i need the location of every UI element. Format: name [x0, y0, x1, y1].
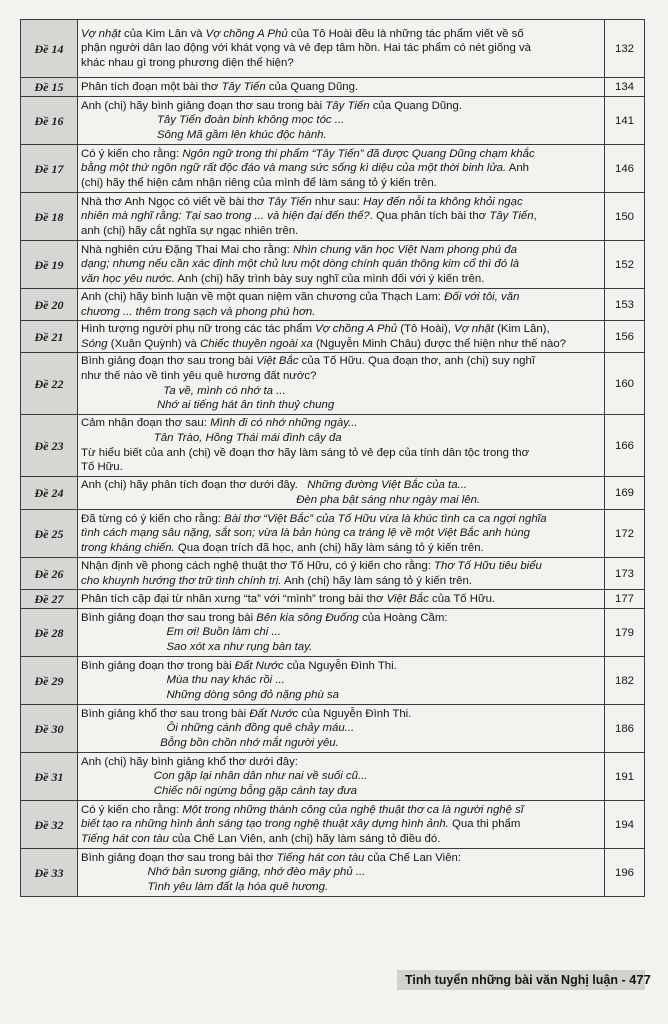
page-ref: 182: [605, 657, 645, 705]
prompt-text: . Qua phân tích bài thơ: [369, 210, 490, 223]
prompt-line: [81, 272, 601, 287]
prompt-text-italic: biết tạo ra những hình ảnh sáng tạo trong nghệ thuật xây dựng hình ảnh.: [81, 818, 449, 831]
page-ref: 169: [605, 477, 645, 510]
exercise-label: Đề 29: [34, 673, 64, 688]
toc-row: [21, 289, 645, 321]
toc-row: [21, 415, 645, 477]
prompt-text: Bình giảng đoạn thơ trong bài: [81, 659, 235, 672]
page-ref: 179: [605, 609, 645, 657]
prompt-text: Phân tích cặp đại từ nhân xưng “ta” với “mình” trong bài thơ: [81, 592, 387, 605]
prompt-text: (Xuân Quỳnh) và: [107, 337, 201, 350]
prompt-text-italic: nhiên mà nghĩ rằng: Tại sao trong ... và hiện đại đến thế?: [81, 210, 370, 223]
prompt-text: Anh: [506, 162, 529, 175]
toc-row: [21, 753, 645, 801]
exercise-label-cell: [21, 753, 78, 801]
prompt-text: Bình giảng khổ thơ sau trong bài: [81, 707, 250, 720]
prompt-text: như thế nào về tình yêu quê hương đất nước?: [81, 369, 317, 382]
exercise-prompt: [78, 801, 605, 849]
prompt-line: [81, 611, 601, 626]
exercise-label-cell: [21, 78, 78, 97]
toc-row: [21, 477, 645, 510]
prompt-text: (chị) hãy thể hiện cảm nhận riêng của mình để làm sáng tỏ ý kiến trên.: [81, 176, 437, 189]
prompt-text: Anh (chị) hãy phân tích đoạn thơ dưới đây.: [81, 479, 308, 492]
prompt-text-italic: Nhìn chung văn học Việt Nam phong phú đa: [292, 243, 517, 256]
toc-row: [21, 241, 645, 289]
exercise-prompt: [78, 477, 605, 510]
exercise-prompt: [78, 78, 605, 97]
prompt-text-italic: Tân Trào, Hồng Thái mái đình cây đa: [81, 431, 342, 444]
prompt-text-italic: Con gặp lại nhân dân như nai về suối cũ...: [81, 770, 368, 783]
prompt-text: (Tô Hoài),: [397, 322, 455, 335]
prompt-line: [81, 784, 601, 799]
toc-row: [21, 510, 645, 558]
prompt-text: như sau:: [311, 195, 364, 208]
exercise-prompt: [78, 193, 605, 241]
exercise-label-cell: [21, 353, 78, 415]
prompt-text-italic: Tây Tiến đoàn binh không mọc tóc ...: [81, 114, 345, 127]
prompt-line: [81, 460, 601, 475]
page-ref: 132: [605, 20, 645, 78]
prompt-line: [81, 176, 601, 191]
prompt-line: [81, 659, 601, 674]
prompt-line: [81, 161, 601, 176]
prompt-text-italic: Sóng: [81, 337, 108, 350]
prompt-text: Cảm nhận đoạn thơ sau:: [81, 417, 211, 430]
exercise-label: Đề 18: [34, 209, 64, 224]
prompt-text-italic: cho khuynh hướng thơ trữ tình chính trị.: [81, 574, 282, 587]
prompt-line: [81, 113, 601, 128]
exercise-label-cell: [21, 20, 78, 78]
prompt-text: của Quang Dũng.: [265, 80, 359, 93]
prompt-text: Bình giảng đoạn thơ sau trong bài: [81, 355, 257, 368]
prompt-text-italic: Nhớ bản sương giăng, nhớ đèo mây phủ ...: [81, 866, 366, 879]
toc-row: [21, 558, 645, 590]
prompt-text-italic: Em ơi! Buồn làm chi ...: [81, 626, 281, 639]
prompt-text-italic: Tiếng hát con tàu: [81, 832, 169, 845]
page-ref: 191: [605, 753, 645, 801]
prompt-text-italic: Chiếc thuyền ngoài xa: [200, 337, 313, 350]
toc-row: [21, 353, 645, 415]
prompt-text-italic: Nhớ ai tiếng hát ân tình thuỷ chung: [81, 399, 335, 412]
page-ref: 194: [605, 801, 645, 849]
prompt-line: [81, 592, 601, 607]
prompt-text-italic: Chiếc nôi ngừng bỗng gặp cánh tay đưa: [81, 784, 357, 797]
prompt-line: [81, 337, 601, 352]
exercise-label: Đề 33: [34, 865, 64, 880]
prompt-line: [81, 574, 601, 589]
prompt-text: Anh (chị) hãy bình luận về một quan niệm văn chương của Thạch Lam:: [81, 290, 445, 303]
exercise-label-cell: [21, 510, 78, 558]
exercise-label: Đề 27: [34, 592, 64, 606]
prompt-line: [81, 128, 601, 143]
prompt-text-italic: Bên kia sông Đuống: [256, 611, 359, 624]
toc-row: [21, 609, 645, 657]
prompt-line: [81, 99, 601, 114]
prompt-text: Qua thi phẩm: [448, 818, 521, 831]
prompt-text: của Hoàng Cầm:: [358, 611, 448, 624]
prompt-line: [81, 865, 601, 880]
prompt-text: của Tố Hữu. Qua đoạn thơ, anh (chị) suy nghĩ: [298, 355, 536, 368]
exercise-prompt: [78, 590, 605, 609]
prompt-text-italic: Đất Nước: [234, 659, 284, 672]
exercise-label: Đề 19: [34, 257, 64, 272]
exercise-label-cell: [21, 241, 78, 289]
exercise-label-cell: [21, 415, 78, 477]
prompt-text-italic: Ôi những cánh đồng quê chảy máu...: [81, 722, 355, 735]
prompt-line: [81, 688, 601, 703]
prompt-line: [81, 354, 601, 369]
toc-row: [21, 590, 645, 609]
prompt-line: [81, 80, 601, 95]
prompt-line: [81, 755, 601, 770]
exercise-label: Đề 14: [34, 41, 64, 56]
prompt-line: [81, 431, 601, 446]
prompt-text: anh (chị) hãy cắt nghĩa sự ngạc nhiên trên.: [81, 224, 299, 237]
exercise-label-cell: [21, 477, 78, 510]
exercise-label-cell: [21, 145, 78, 193]
prompt-line: [81, 369, 601, 384]
page-ref: 134: [605, 78, 645, 97]
prompt-text-italic: dạng; nhưng nếu cần xác định một chủ lưu một dòng chính quán thông kim cổ thì đó là: [81, 258, 520, 271]
prompt-text: Có ý kiến cho rằng:: [81, 803, 183, 816]
prompt-text: Nhận định về phong cách nghệ thuật thơ Tố Hữu, có ý kiến cho rằng:: [81, 559, 435, 572]
prompt-text-italic: Tình yêu làm đất lạ hóa quê hương.: [81, 880, 329, 893]
prompt-text-italic: Sao xót xa như rụng bàn tay.: [81, 640, 313, 653]
prompt-text: Qua đoạn trích đã học, anh (chị) hãy làm sáng tỏ ý kiến trên.: [174, 541, 484, 554]
exercise-prompt: [78, 510, 605, 558]
page-ref: 153: [605, 289, 645, 321]
toc-row: [21, 321, 645, 353]
exercise-prompt: [78, 97, 605, 145]
page-ref: 150: [605, 193, 645, 241]
exercise-label-cell: [21, 558, 78, 590]
exercise-prompt: [78, 321, 605, 353]
exercise-prompt: [78, 20, 605, 78]
page-number: 477: [629, 972, 651, 987]
prompt-line: [81, 880, 601, 895]
exercise-label: Đề 30: [34, 721, 64, 736]
exercise-label: Đề 25: [34, 526, 64, 541]
exercise-label: Đề 22: [34, 376, 64, 391]
toc-row: [21, 657, 645, 705]
prompt-text-italic: Những dòng sông đỏ nặng phù sa: [81, 688, 339, 701]
prompt-line: [81, 209, 601, 224]
prompt-line: [81, 559, 601, 574]
prompt-text-italic: tình cách mạng sâu nặng, sắt son; vừa là bản hùng ca tráng lệ về một Việt Bắc anh hùng: [81, 527, 531, 540]
page-ref: 177: [605, 590, 645, 609]
prompt-line: [81, 384, 601, 399]
prompt-line: [81, 851, 601, 866]
page-ref: 186: [605, 705, 645, 753]
prompt-line: [81, 493, 601, 508]
prompt-text: của Kim Lân và: [120, 27, 206, 40]
exercise-prompt: [78, 849, 605, 897]
exercise-label: Đề 28: [34, 625, 64, 640]
prompt-line: [81, 27, 601, 42]
prompt-text-italic: Bỗng bồn chồn nhớ mắt người yêu.: [81, 736, 339, 749]
page-ref: 160: [605, 353, 645, 415]
exercise-label: Đề 16: [34, 113, 64, 128]
prompt-text: Anh (chị) hãy bình giảng đoạn thơ sau trong bài: [81, 99, 326, 112]
exercise-prompt: [78, 289, 605, 321]
toc-row: [21, 705, 645, 753]
prompt-text-italic: Bài thơ “Việt Bắc” của Tố Hữu vừa là khúc tình ca ca ngợi nghĩa: [224, 512, 547, 525]
prompt-text: của Tô Hoài đều là những tác phẩm viết về số: [287, 27, 524, 40]
prompt-text: Hình tượng người phụ nữ trong các tác phẩm: [81, 322, 316, 335]
contents-table: [20, 19, 645, 897]
prompt-line: [81, 322, 601, 337]
prompt-text-italic: Một trong những thành công của nghệ thuật thơ ca là người nghệ sĩ: [182, 803, 524, 816]
prompt-text: Bình giảng đoạn thơ sau trong bài thơ: [81, 851, 277, 864]
exercise-label-cell: [21, 801, 78, 849]
prompt-line: [81, 526, 601, 541]
prompt-line: [81, 243, 601, 258]
prompt-line: [81, 290, 601, 305]
prompt-text: Đã từng có ý kiến cho rằng:: [81, 512, 225, 525]
prompt-text-italic: Vợ nhặt: [454, 322, 494, 335]
prompt-text-italic: Tây Tiến: [325, 99, 370, 112]
prompt-line: [81, 56, 601, 71]
exercise-label: Đề 17: [34, 161, 64, 176]
prompt-text-italic: Việt Bắc: [386, 592, 429, 605]
prompt-text-italic: Vợ chồng A Phủ: [205, 27, 288, 40]
exercise-label-cell: [21, 609, 78, 657]
prompt-text: Bình giảng đoạn thơ sau trong bài: [81, 611, 257, 624]
prompt-text: Anh (chị) hãy làm sáng tỏ ý kiến trên.: [281, 574, 473, 587]
prompt-text-italic: Tây Tiến: [489, 210, 534, 223]
prompt-line: [81, 147, 601, 162]
toc-row: [21, 193, 645, 241]
prompt-line: [81, 398, 601, 413]
prompt-text: của Chế Lan Viên, anh (chị) hãy làm sáng tỏ điều đó.: [168, 832, 441, 845]
page-ref: 196: [605, 849, 645, 897]
prompt-text: ,: [533, 210, 537, 223]
prompt-text: Tố Hữu.: [81, 461, 123, 474]
prompt-line: [81, 446, 601, 461]
prompt-text-italic: Thơ Tố Hữu tiêu biểu: [434, 559, 542, 572]
prompt-text: (Kim Lân),: [493, 322, 550, 335]
prompt-line: [81, 625, 601, 640]
page-ref: 156: [605, 321, 645, 353]
prompt-text-italic: Hay đến nỗi ta không khỏi ngạc: [363, 195, 523, 208]
prompt-text-italic: Sông Mã gầm lên khúc độc hành.: [81, 128, 327, 141]
prompt-text-italic: trong kháng chiến.: [81, 541, 175, 554]
prompt-text-italic: chương ... thêm trong sạch và phong phú hơn.: [81, 305, 316, 318]
prompt-text-italic: Tiếng hát con tàu: [276, 851, 365, 864]
exercise-label-cell: [21, 289, 78, 321]
prompt-line: [81, 707, 601, 722]
prompt-line: [81, 257, 601, 272]
prompt-text: Từ hiểu biết của anh (chị) về đoạn thơ hãy làm sáng tỏ vẻ đẹp của tính dân tộc trong thơ: [81, 446, 530, 459]
prompt-text-italic: Những đường Việt Bắc của ta...: [307, 479, 468, 492]
prompt-line: [81, 817, 601, 832]
prompt-text-italic: Mùa thu nay khác rồi ...: [81, 674, 285, 687]
prompt-text: của Tố Hữu.: [428, 592, 496, 605]
exercise-prompt: [78, 558, 605, 590]
prompt-text: của Nguyễn Đình Thi.: [298, 707, 412, 720]
prompt-text: Nhà nghiên cứu Đặng Thai Mai cho rằng:: [81, 243, 293, 256]
exercise-label: Đề 24: [34, 486, 64, 500]
prompt-line: [81, 195, 601, 210]
exercise-label-cell: [21, 849, 78, 897]
prompt-text: phận người dân lao động với khát vọng và vẻ đẹp tâm hồn. Hai tác phẩm có nét giống và: [81, 42, 532, 55]
exercise-label-cell: [21, 97, 78, 145]
prompt-line: [81, 305, 601, 320]
prompt-text-italic: Đèn pha bật sáng như ngày mai lên.: [81, 494, 481, 506]
exercise-prompt: [78, 609, 605, 657]
page-ref: 172: [605, 510, 645, 558]
prompt-text-italic: Tây Tiến: [267, 195, 312, 208]
prompt-text-italic: bằng một thứ ngôn ngữ rất độc đáo và mang sức sống kì diệu của một thời binh lửa.: [81, 162, 507, 175]
exercise-prompt: [78, 753, 605, 801]
book-title: Tinh tuyển những bài văn Nghị luận: [405, 973, 618, 987]
prompt-text: Anh (chị) hãy trình bày suy nghĩ của mình đối với ý kiến trên.: [174, 272, 485, 285]
prompt-line: [81, 41, 601, 56]
exercise-label-cell: [21, 657, 78, 705]
page-ref: 146: [605, 145, 645, 193]
exercise-label: Đề 26: [34, 566, 64, 581]
prompt-line: [81, 673, 601, 688]
exercise-label-cell: [21, 193, 78, 241]
toc-row: [21, 801, 645, 849]
prompt-text-italic: văn học yêu nước.: [81, 272, 175, 285]
prompt-line: [81, 832, 601, 847]
prompt-text: Phân tích đoạn một bài thơ: [81, 80, 222, 93]
prompt-text-italic: Ngôn ngữ trong thi phẩm “Tây Tiến” đã được Quang Dũng chạm khắc: [182, 147, 535, 160]
prompt-line: [81, 721, 601, 736]
prompt-text: của Quang Dũng.: [369, 99, 462, 112]
exercise-prompt: [78, 415, 605, 477]
prompt-text-italic: Mình đi có nhớ những ngày...: [210, 417, 358, 430]
prompt-line: [81, 640, 601, 655]
page-footer: [397, 970, 651, 990]
exercise-label-cell: [21, 705, 78, 753]
prompt-text: của Chế Lan Viên:: [364, 851, 462, 864]
toc-row: [21, 97, 645, 145]
exercise-prompt: [78, 241, 605, 289]
page-ref: 152: [605, 241, 645, 289]
prompt-text: của Nguyễn Đình Thi.: [283, 659, 397, 672]
prompt-text: (Nguyễn Minh Châu) được thể hiện như thế nào?: [312, 337, 566, 350]
prompt-line: [81, 478, 601, 493]
page-ref: 166: [605, 415, 645, 477]
prompt-text-italic: Đất Nước: [249, 707, 299, 720]
prompt-text-italic: Vợ nhặt: [81, 27, 121, 40]
prompt-line: [81, 803, 601, 818]
prompt-line: [81, 512, 601, 527]
prompt-text-italic: Vợ chồng A Phủ: [315, 322, 398, 335]
footer-separator: -: [618, 973, 630, 987]
prompt-text: khác nhau gì trong phương diện thể hiện?: [81, 56, 294, 69]
exercise-label: Đề 32: [34, 817, 64, 832]
prompt-text-italic: Tây Tiến: [221, 80, 266, 93]
prompt-text: Anh (chị) hãy bình giảng khổ thơ dưới đây:: [81, 755, 298, 768]
page-ref: 173: [605, 558, 645, 590]
exercise-label: Đề 23: [34, 438, 64, 453]
prompt-line: [81, 416, 601, 431]
prompt-text-italic: Đối với tôi, văn: [444, 290, 520, 303]
exercise-prompt: [78, 353, 605, 415]
exercise-prompt: [78, 705, 605, 753]
prompt-line: [81, 769, 601, 784]
exercise-label-cell: [21, 590, 78, 609]
exercise-label: Đề 20: [34, 297, 64, 312]
prompt-text-italic: Việt Bắc: [256, 355, 299, 368]
toc-row: [21, 20, 645, 78]
exercise-label: Đề 21: [34, 329, 64, 344]
exercise-label-cell: [21, 321, 78, 353]
exercise-prompt: [78, 657, 605, 705]
prompt-text: Có ý kiến cho rằng:: [81, 147, 183, 160]
page-ref: 141: [605, 97, 645, 145]
toc-row: [21, 78, 645, 97]
exercise-label: Đề 31: [34, 769, 64, 784]
prompt-text: Nhà thơ Anh Ngọc có viết về bài thơ: [81, 195, 268, 208]
toc-row: [21, 849, 645, 897]
exercise-prompt: [78, 145, 605, 193]
prompt-line: [81, 541, 601, 556]
prompt-line: [81, 736, 601, 751]
exercise-label: Đề 15: [34, 80, 64, 94]
prompt-text-italic: Ta về, mình có nhớ ta ...: [81, 384, 286, 397]
toc-row: [21, 145, 645, 193]
prompt-line: [81, 224, 601, 239]
